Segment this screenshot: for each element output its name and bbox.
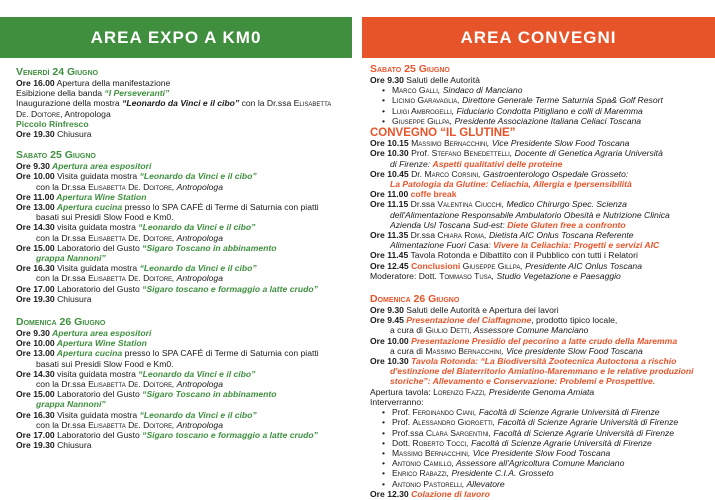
- list-item: storiche”: Allevamento e Conservazione: Problemi e Prospettive.: [390, 376, 656, 387]
- list-item: dell'Alimentazione Responsabile Ambulatorio Obesità e Nutrizione Clinica: [390, 209, 670, 220]
- convegni-title: AREA CONVEGNI: [460, 27, 617, 47]
- list-item: • Marco Galli, Sindaco di Manciano: [370, 85, 711, 95]
- expo-program: [0, 66, 352, 451]
- list-item: Piccolo Rinfresco: [16, 118, 89, 129]
- convegno-title: CONVEGNO “IL GLUTINE”: [370, 127, 516, 140]
- list-item: • Prof. Alessandro Giorgetti, Facoltà di Scienze Agrarie Università di Firenze: [370, 417, 711, 427]
- list-item: • Prof. Ferdinando Ciani, Facoltà di Scienze Agrarie Università di Firenze: [370, 407, 711, 417]
- list-item: Ore 14.30 visita guidata mostra “Leonardo da Vinci e il cibo”: [16, 368, 256, 379]
- list-item: Alimentazione Fuori Casa: Vivere la Celiachia: Progetti e servizi AIC: [390, 240, 660, 251]
- expo-day-friday: Venerdì 24 Giugno: [16, 66, 99, 78]
- list-item: Ore 19.30 Chiusura: [16, 129, 92, 140]
- list-item: Ore 11.00 Apertura Wine Station: [16, 191, 147, 202]
- list-item: a cura di Giulio Detti, Assessore Comune Manciano: [390, 325, 589, 336]
- expo-banner: [0, 17, 352, 58]
- list-item: a cura di Massimo Bernacchini, Vice presidente Slow Food Toscana: [390, 345, 643, 356]
- convegni-program: [362, 63, 715, 499]
- list-item: Azienda Usl Toscana Sud-est: Diete Gluten free a confronto: [390, 219, 626, 230]
- list-item: Ore 11.15 Dr.ssa Valentina Ciucchi, Medico Chirurgo Spec. Scienza: [370, 199, 627, 210]
- list-item: Ore 14.30 visita guidata mostra “Leonardo da Vinci e il cibo”: [16, 222, 256, 233]
- list-item: Ore 17.00 Laboratorio del Gusto “Sigaro toscano e formaggio a latte crudo”: [16, 283, 318, 294]
- list-item: di Firenze: Aspetti qualitativi delle proteine: [390, 158, 563, 169]
- list-item: Apertura tavola: Lorenzo Fazzi, Presidente Genoma Amiata: [370, 386, 595, 397]
- list-item: Esibizione della banda “I Perseveranti”: [16, 88, 170, 99]
- list-item: grappa Nannoni”: [36, 253, 106, 264]
- list-item: d'estinzione del Biaterritorio Amiatino-Maremmano e le relative produzioni: [390, 366, 694, 377]
- list-item: con la Dr.ssa Elisabetta De. Doitore, Antropologa: [36, 273, 223, 284]
- list-item: basati sui Presidi Slow Food e Km0.: [36, 358, 174, 369]
- area-expo-column: [0, 0, 352, 451]
- list-item: Ore 10.30 Tavola Rotonda: “La Biodiversità Zootecnica Autoctona a rischio: [370, 356, 677, 367]
- list-item: Ore 9.45 Presentazione del Ciaffagnone, prodotto tipico locale,: [370, 315, 618, 326]
- list-item: Ore 17.00 Laboratorio del Gusto “Sigaro toscano e formaggio a latte crudo”: [16, 430, 318, 441]
- list-item: Ore 9.30 Apertura area espositori: [16, 328, 152, 339]
- list-item: Interverranno:: [370, 396, 424, 407]
- list-item: Ore 19.30 Chiusura: [16, 440, 92, 451]
- list-item: • Giuseppe Gillpa, Presidente Associazione Italiana Celiaci Toscana: [370, 116, 711, 126]
- list-item: Ore 10.00 Presentazione Presidio del pecorino a latte crudo della Maremma: [370, 335, 678, 346]
- list-item: Ore 9.30 Apertura area espositori: [16, 161, 152, 172]
- list-item: Ore 13.00 Apertura cucina presso lo SPA CAFÉ di Terme di Saturnia con piatti: [16, 348, 319, 359]
- convegni-banner: [362, 17, 715, 58]
- area-convegni-column: [362, 0, 715, 499]
- list-item: Ore 16.30 Visita guidata mostra “Leonardo da Vinci e il cibo”: [16, 409, 257, 420]
- expo-day-sunday: Domenica 26 Giugno: [16, 316, 106, 329]
- list-item: basati sui Presidi Slow Food e Km0.: [36, 212, 174, 223]
- list-item: • Dott. Roberto Tocci, Facoltà di Scienze Agrarie Università di Firenze: [370, 438, 711, 448]
- list-item: Ore 10.15 Massimo Bernacchini, Vice Presidente Slow Food Toscana: [370, 138, 630, 149]
- conv-day-saturday: Sabato 25 Giugno: [370, 63, 450, 75]
- list-item: Ore 15.00 Laboratorio del Gusto “Sigaro Toscano in abbinamento: [16, 389, 277, 400]
- list-item: La Patologia da Glutine: Celiachia, Allergia e Ipersensibilità: [390, 179, 632, 190]
- list-item: Ore 10.00 Visita guidata mostra “Leonardo da Vinci e il cibo”: [16, 171, 257, 182]
- list-item: grappa Nannoni”: [36, 399, 106, 410]
- conv-day-sunday: Domenica 26 Giugno: [370, 293, 460, 306]
- list-item: Ore 12.30 Colazione di lavoro: [370, 488, 490, 499]
- list-item: Ore 10.00 Apertura Wine Station: [16, 338, 147, 349]
- list-item: • Prof.ssa Clara Sargentini, Facoltà di Scienze Agrarie Università di Firenze: [370, 428, 711, 438]
- list-item: con la Dr.ssa Elisabetta De. Doitore, Antropologa: [36, 379, 223, 390]
- list-item: • Antonio Camillo, Assessore all'Agricoltura Comune Manciano: [370, 458, 711, 468]
- list-item: • Licinio Garavaglia, Direttore Generale Terme Saturnia Spa& Golf Resort: [370, 95, 711, 105]
- expo-day-saturday: Sabato 25 Giugno: [16, 149, 96, 162]
- list-item: Ore 9.30 Saluti delle Autorità: [370, 75, 480, 85]
- list-item: Ore 10.45 Dr. Marco Corsini, Gastroenterologo Ospedale Grosseto:: [370, 168, 629, 179]
- list-item: Ore 11.45 Tavola Rotonda e Dibattito con il Pubblico con tutti i Relatori: [370, 250, 638, 261]
- list-item: Ore 16.30 Visita guidata mostra “Leonardo da Vinci e il cibo”: [16, 263, 257, 274]
- list-item: Ore 19.30 Chiusura: [16, 293, 92, 304]
- list-item: • Luigi Ambrogelli, Fiduciario Condotta Pitigliano e colli di Maremma: [370, 106, 711, 116]
- list-item: Ore 16.00 Apertura della manifestazione: [16, 78, 171, 88]
- list-item: • Massimo Bernacchini, Vice Presidente Slow Food Toscana: [370, 448, 711, 458]
- list-item: Ore 10.30 Prof. Stefano Benedettelli, Docente di Genetica Agraria Università: [370, 148, 663, 159]
- list-item: • Enrico Rabazzi, Presidente C.I.A. Grosseto: [370, 468, 711, 478]
- list-item: con la Dr.ssa Elisabetta De. Doitore, Antropologa: [36, 232, 223, 243]
- list-item: Ore 15.00 Laboratorio del Gusto “Sigaro Toscano in abbinamento: [16, 242, 277, 253]
- list-item: Ore 11.35 Dr.ssa Chiara Roma, Dietista AIC Onlus Toscana Referente: [370, 230, 634, 241]
- list-item: Inaugurazione della mostra “Leonardo da Vinci e il cibo” con la Dr.ssa Elisabetta: [16, 98, 332, 109]
- list-item: Ore 12.45 Conclusioni Giuseppe Gillpa, Presidente AIC Onlus Toscana: [370, 260, 642, 271]
- list-item: Ore 13.00 Apertura cucina presso lo SPA CAFÉ di Terme di Saturnia con piatti: [16, 202, 319, 213]
- list-item: Ore 11.00 coffe break: [370, 189, 457, 200]
- list-item: De. Doitore, Antropologa: [16, 108, 111, 119]
- list-item: Moderatore: Dott. Tommaso Tusa, Studio Vegetazione e Paesaggio: [370, 270, 621, 281]
- list-item: con la Dr.ssa Elisabetta De. Doitore, Antropologa: [36, 181, 223, 192]
- expo-title: AREA EXPO A KM0: [90, 27, 262, 47]
- list-item: con la Dr.ssa Elisabetta De. Doitore, Antropologa: [36, 419, 223, 430]
- list-item: • Antonio Pastorelli, Allevatore: [370, 479, 711, 489]
- list-item: Ore 9.30 Saluti delle Autorità e Apertura dei lavori: [370, 305, 559, 316]
